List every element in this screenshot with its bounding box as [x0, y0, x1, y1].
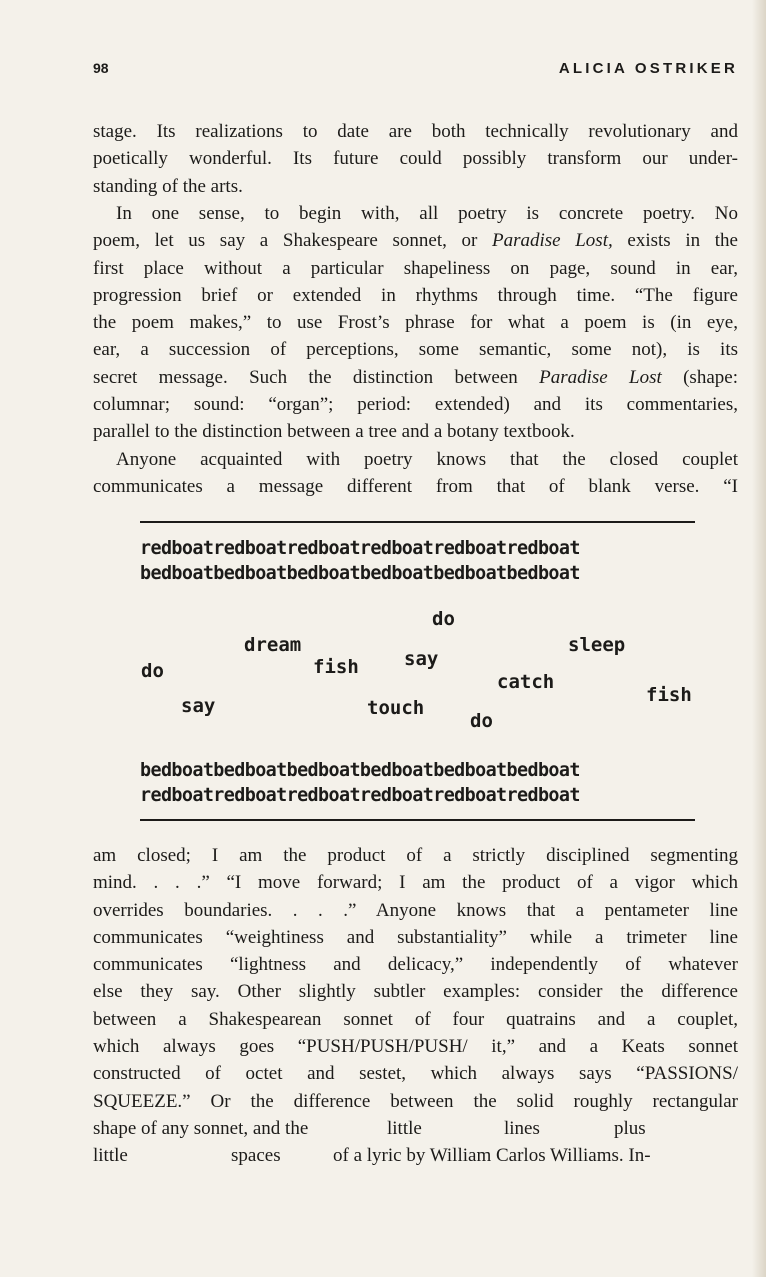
text-line: am closed; I am the product of a strictly disciplined segmenting	[93, 845, 738, 866]
poem-line-redboat: redboatredboatredboatredboatredboatredboat	[140, 538, 580, 559]
poem-word-touch: touch	[367, 697, 425, 719]
text-line: communicates a message different from that of blank verse. “I	[93, 476, 738, 498]
running-head: ALICIA OSTRIKER	[558, 60, 738, 77]
text-line: mind. . . .” “I move forward; I am the product of a vigor which	[93, 872, 738, 894]
text-line: communicates “lightness and delicacy,” independently of whatever	[93, 954, 738, 976]
italic-title: Paradise Lost	[539, 366, 662, 388]
poem-word-say: say	[404, 648, 439, 670]
paragraph-4	[93, 842, 738, 1170]
text-line: overrides boundaries. . . .” Anyone knows that a pentameter line	[93, 899, 738, 921]
text-line: constructed of octet and sestet, which always says “PASSIONS/	[93, 1063, 738, 1085]
poem-line-bedboat: bedboatbedboatbedboatbedboatbedboatbedboat	[140, 760, 580, 781]
text-line-spaced: little spaces of a lyric by William Carlos Williams. In-	[93, 1145, 651, 1167]
poem-word-sleep: sleep	[568, 634, 626, 656]
poem-word-catch: catch	[497, 671, 555, 693]
page-header	[93, 60, 738, 84]
poem-line-bedboat: bedboatbedboatbedboatbedboatbedboatbedboat	[140, 563, 580, 584]
text-line: else they say. Other slightly subtler examples: consider the difference	[93, 981, 738, 1003]
poem-line-redboat: redboatredboatredboatredboatredboatredboat	[140, 785, 580, 806]
text-line: progression brief or extended in rhythms through time. “The figure	[93, 284, 738, 306]
paragraph-3	[93, 446, 738, 501]
text-line: In one sense, to begin with, all poetry is concrete poetry. No	[116, 203, 738, 224]
poem-word-do: do	[470, 710, 493, 732]
text-line: parallel to the distinction between a tree and a botany textbook.	[93, 421, 575, 443]
poem-word-say: say	[181, 695, 216, 717]
text-line: the poem makes,” to use Frost’s phrase for what a poem is (in eye,	[93, 312, 738, 334]
text-line: columnar; sound: “organ”; period: extended) and its commentaries,	[93, 394, 738, 416]
text-line-spaced: shape of any sonnet, and the little lines plus	[93, 1117, 646, 1139]
text-line: communicates “weightiness and substantiality” while a trimeter line	[93, 926, 738, 948]
paragraph-2	[93, 200, 738, 446]
text-line: standing of the arts.	[93, 175, 243, 197]
text-line: poem, let us say a Shakespeare sonnet, or Paradise Lost, exists in the	[93, 230, 738, 252]
poem-bottom-rule	[140, 819, 695, 821]
page-number: 98	[93, 60, 109, 76]
poem-word-dream: dream	[244, 634, 302, 656]
italic-title: Paradise Lost,	[491, 230, 613, 252]
text-line: between a Shakespearean sonnet of four quatrains and a couplet,	[93, 1008, 738, 1030]
paragraph-1	[93, 118, 738, 200]
poem-word-fish: fish	[646, 684, 692, 706]
text-line: secret message. Such the distinction between Paradise Lost (shape:	[93, 366, 738, 388]
page-edge-shadow	[752, 0, 766, 1277]
text-line: Anyone acquainted with poetry knows that the closed couplet	[116, 449, 738, 470]
text-line: which always goes “PUSH/PUSH/PUSH/ it,” and a Keats sonnet	[93, 1036, 738, 1058]
poem-word-do: do	[432, 608, 455, 630]
text-line: poetically wonderful. Its future could possibly transform our under-	[93, 148, 738, 170]
text-line: stage. Its realizations to date are both technically revolutionary and	[93, 121, 738, 142]
poem-top-rule	[140, 521, 695, 523]
text-line: SQUEEZE.” Or the difference between the solid roughly rectangular	[93, 1090, 738, 1112]
poem-word-do: do	[141, 660, 164, 682]
poem-word-fish: fish	[313, 656, 359, 678]
text-line: first place without a particular shapeliness on page, sound in ear,	[93, 257, 738, 279]
text-line: ear, a succession of perceptions, some semantic, some not), is its	[93, 339, 738, 361]
